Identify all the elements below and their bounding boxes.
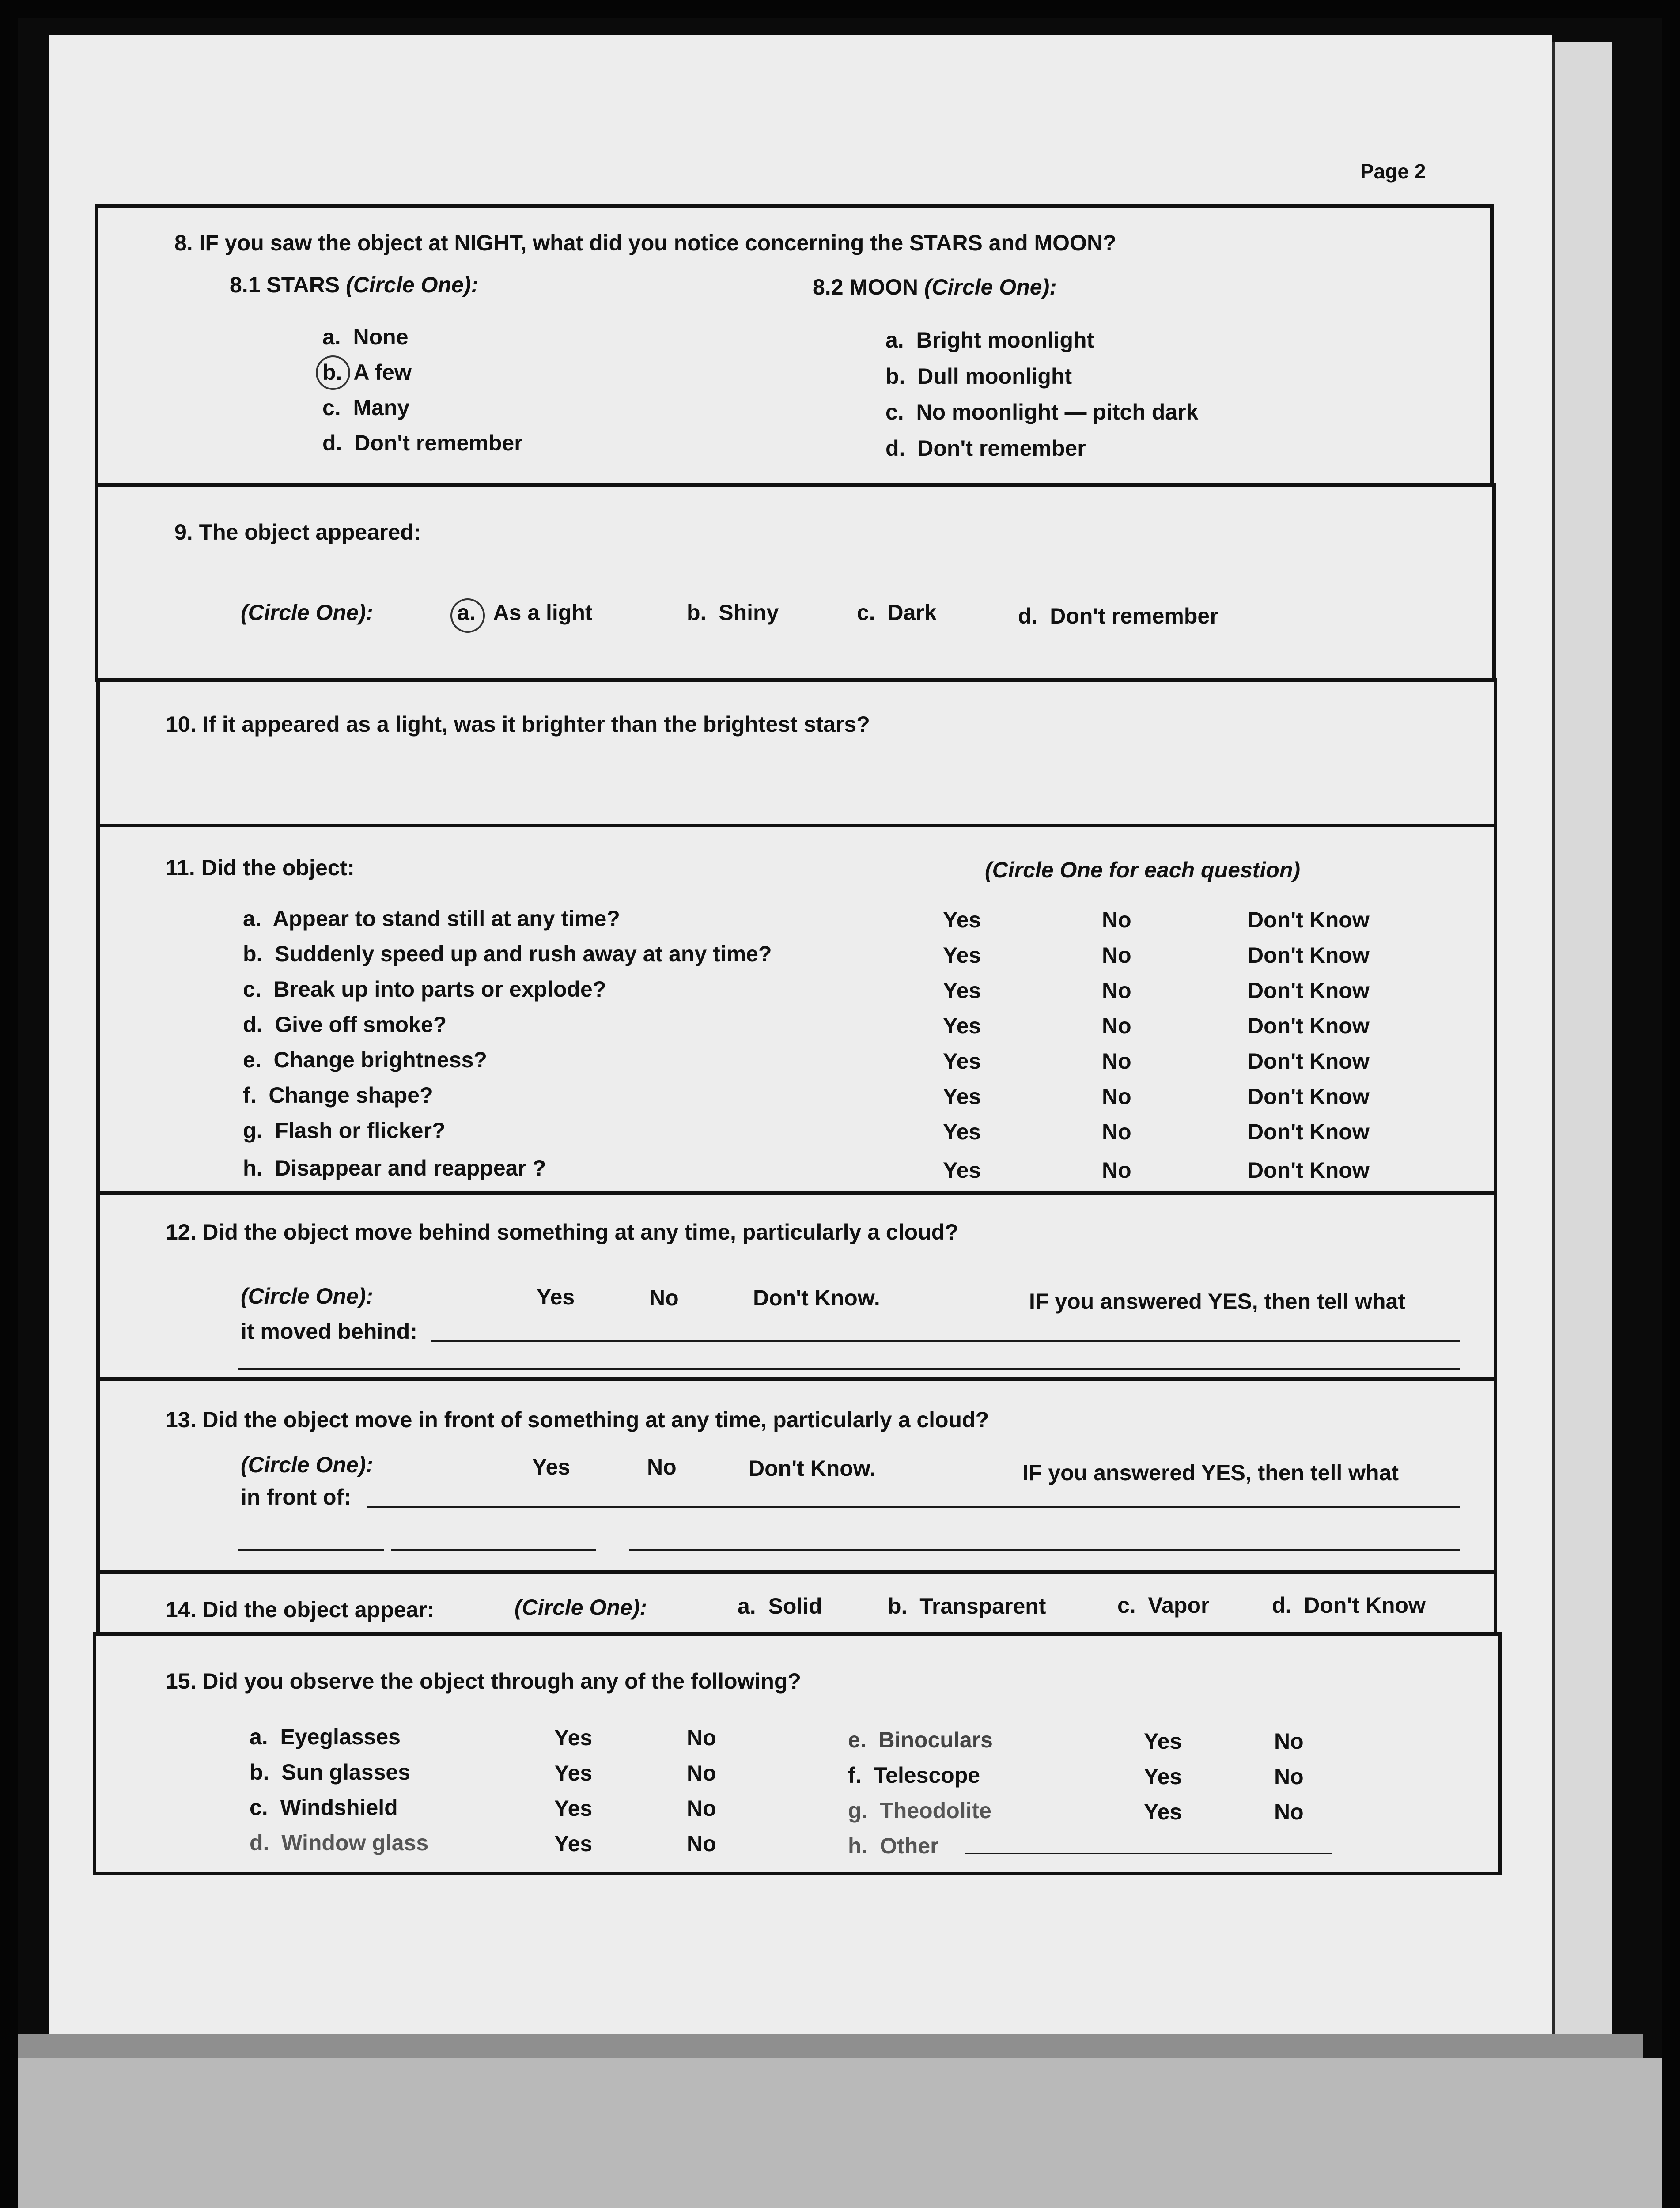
q15-item-b: b. Sun glasses [250,1760,411,1785]
q15-e-yes[interactable]: Yes [1144,1729,1182,1754]
q11-d-yes[interactable]: Yes [943,1013,981,1038]
q15-item-d: d. Window glass [250,1830,429,1855]
q11-item-e: e. Change brightness? [243,1047,487,1072]
q15-d-yes[interactable]: Yes [554,1831,593,1856]
q11-g-no[interactable]: No [1102,1119,1131,1144]
q13-answer-line-2a[interactable] [238,1549,384,1551]
q13-hint: (Circle One): [241,1452,374,1477]
q11-hint: (Circle One for each question) [985,858,1301,882]
q11-c-yes[interactable]: Yes [943,978,981,1003]
q11-a-yes[interactable]: Yes [943,907,981,932]
q15-item-a: a. Eyeglasses [250,1724,401,1749]
q8-moon-label: 8.2 MOON (Circle One): [813,275,1057,299]
moon-option-b[interactable]: b. Dull moonlight [885,364,1072,389]
q11-e-yes[interactable]: Yes [943,1049,981,1074]
q13-followup: IF you answered YES, then tell what [1022,1460,1399,1485]
q13-yes[interactable]: Yes [532,1455,571,1479]
q8-stars-label: 8.1 STARS (Circle One): [230,272,479,297]
scan-border-right [1662,0,1680,2208]
q14-option-a[interactable]: a. Solid [738,1594,822,1618]
q12-hint: (Circle One): [241,1284,374,1308]
section-q10 [96,678,1497,827]
q14-question: 14. Did the object appear: [166,1597,435,1622]
q15-b-no[interactable]: No [687,1761,716,1785]
q10-question: 10. If it appeared as a light, was it brighter than the brightest stars? [166,712,870,737]
q9-hint: (Circle One): [241,600,374,625]
q15-item-e: e. Binoculars [848,1728,993,1752]
q13-answer-line-1[interactable] [367,1506,1460,1508]
q9-option-a[interactable]: a. As a light [457,600,593,625]
scan-background [18,2058,1662,2208]
q12-question: 12. Did the object move behind something at any time, particularly a cloud? [166,1220,958,1244]
q15-d-no[interactable]: No [687,1831,716,1856]
q11-d-no[interactable]: No [1102,1013,1131,1038]
q9-option-b[interactable]: b. Shiny [687,600,779,625]
q15-f-yes[interactable]: Yes [1144,1764,1182,1789]
q15-item-h: h. Other [848,1834,939,1858]
q15-question: 15. Did you observe the object through any of the following? [166,1669,801,1694]
stars-option-d[interactable]: d. Don't remember [322,431,523,455]
q13-followup-label: in front of: [241,1485,351,1509]
q12-followup: IF you answered YES, then tell what [1029,1289,1406,1314]
q14-option-c[interactable]: c. Vapor [1117,1593,1210,1618]
q11-item-b: b. Suddenly speed up and rush away at any time? [243,941,772,966]
stars-b-circled-mark [316,355,350,390]
q13-answer-line-2b[interactable] [391,1549,596,1551]
q11-c-dont-know[interactable]: Don't Know [1248,978,1370,1003]
q15-g-no[interactable]: No [1274,1800,1304,1824]
stars-option-c[interactable]: c. Many [322,395,410,420]
q12-answer-line-2[interactable] [238,1368,1460,1370]
scan-border-top [0,0,1680,18]
q13-answer-line-2c[interactable] [629,1549,1460,1551]
q11-h-no[interactable]: No [1102,1158,1131,1183]
q11-f-yes[interactable]: Yes [943,1084,981,1109]
q11-b-no[interactable]: No [1102,943,1131,968]
moon-option-d[interactable]: d. Don't remember [885,436,1086,461]
scan-border-left [0,0,18,2208]
q15-c-yes[interactable]: Yes [554,1796,593,1821]
q11-c-no[interactable]: No [1102,978,1131,1003]
q11-question: 11. Did the object: [166,855,355,880]
q15-e-no[interactable]: No [1274,1729,1304,1754]
paper-underlay [1552,42,1612,2034]
q11-item-d: d. Give off smoke? [243,1012,447,1037]
q11-a-no[interactable]: No [1102,907,1131,932]
q15-a-yes[interactable]: Yes [554,1725,593,1750]
stars-option-b[interactable]: b. A few [322,360,412,385]
q11-d-dont-know[interactable]: Don't Know [1248,1013,1370,1038]
q11-b-yes[interactable]: Yes [943,943,981,968]
q11-f-dont-know[interactable]: Don't Know [1248,1084,1370,1109]
q15-item-f: f. Telescope [848,1763,980,1788]
q14-hint: (Circle One): [515,1595,647,1620]
q9-option-c[interactable]: c. Dark [857,600,937,625]
q15-c-no[interactable]: No [687,1796,716,1821]
q12-no[interactable]: No [649,1285,679,1310]
q12-yes[interactable]: Yes [537,1285,575,1309]
q9-question: 9. The object appeared: [174,520,421,544]
moon-option-a[interactable]: a. Bright moonlight [885,328,1094,352]
page-number: Page 2 [1360,160,1426,183]
q15-f-no[interactable]: No [1274,1764,1304,1789]
q14-option-d[interactable]: d. Don't Know [1272,1593,1426,1618]
q11-h-yes[interactable]: Yes [943,1158,981,1183]
q11-item-c: c. Break up into parts or explode? [243,977,606,1002]
q11-f-no[interactable]: No [1102,1084,1131,1109]
q11-a-dont-know[interactable]: Don't Know [1248,907,1370,932]
q11-item-f: f. Change shape? [243,1083,433,1108]
moon-option-c[interactable]: c. No moonlight — pitch dark [885,400,1199,424]
q15-b-yes[interactable]: Yes [554,1761,593,1785]
q8-question: 8. IF you saw the object at NIGHT, what did you notice concerning the STARS and MOON? [174,231,1116,255]
q12-followup-label: it moved behind: [241,1319,417,1344]
q12-answer-line-1[interactable] [431,1340,1460,1342]
q11-b-dont-know[interactable]: Don't Know [1248,943,1370,968]
stars-option-a[interactable]: a. None [322,325,409,349]
q11-g-yes[interactable]: Yes [943,1119,981,1144]
q15-item-c: c. Windshield [250,1795,398,1820]
q13-dont-know[interactable]: Don't Know. [749,1456,876,1481]
q11-item-g: g. Flash or flicker? [243,1118,446,1143]
q11-e-dont-know[interactable]: Don't Know [1248,1049,1370,1074]
q11-item-h: h. Disappear and reappear ? [243,1156,546,1180]
q12-dont-know[interactable]: Don't Know. [753,1285,880,1310]
q11-item-a: a. Appear to stand still at any time? [243,906,620,931]
q15-g-yes[interactable]: Yes [1144,1800,1182,1824]
q15-a-no[interactable]: No [687,1725,716,1750]
q15-other-line[interactable] [965,1853,1332,1854]
q13-question: 13. Did the object move in front of something at any time, particularly a cloud? [166,1407,989,1432]
q11-h-dont-know[interactable]: Don't Know [1248,1158,1370,1183]
q13-no[interactable]: No [647,1455,677,1479]
q15-item-g: g. Theodolite [848,1798,991,1823]
section-q9 [95,483,1496,682]
q11-e-no[interactable]: No [1102,1049,1131,1074]
q9-option-d[interactable]: d. Don't remember [1018,604,1218,628]
q14-option-b[interactable]: b. Transparent [888,1594,1046,1618]
q11-g-dont-know[interactable]: Don't Know [1248,1119,1370,1144]
